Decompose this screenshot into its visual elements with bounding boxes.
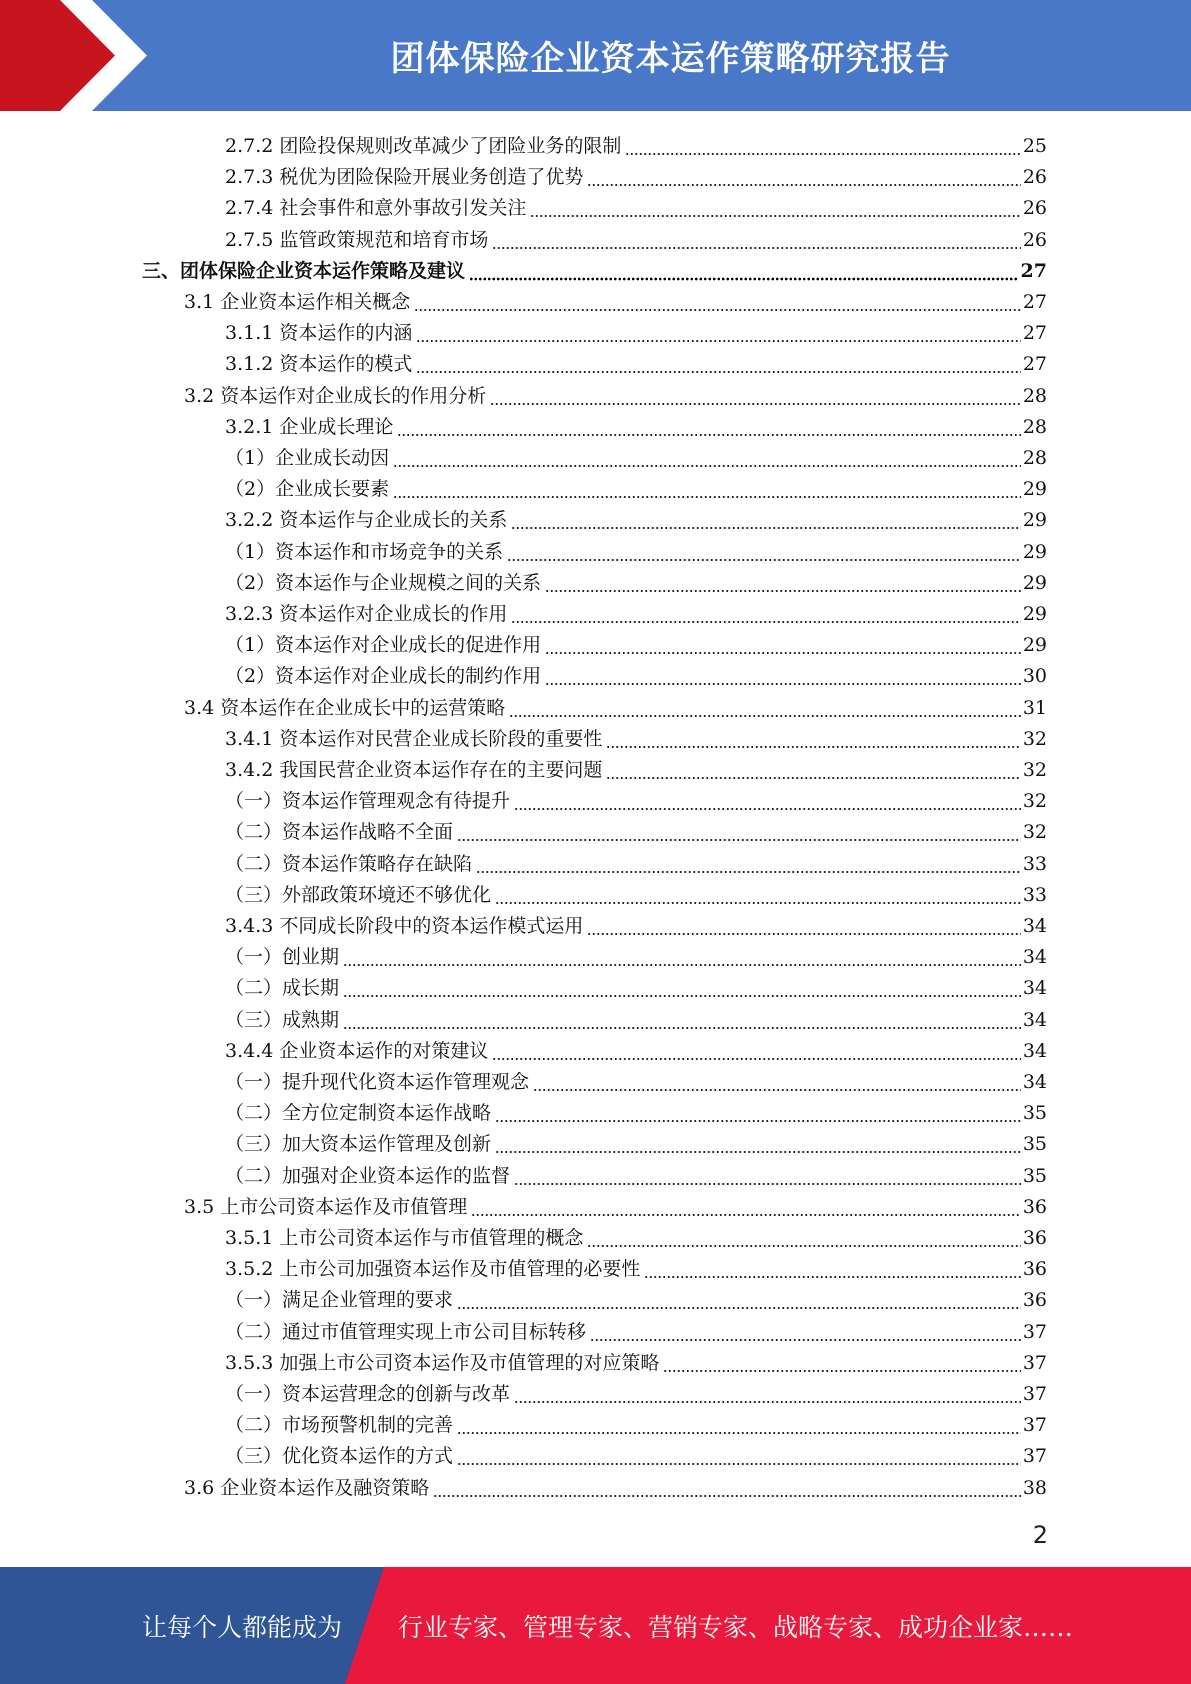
toc-entry-label: （二）通过市值管理实现上市公司目标转移 <box>225 1320 587 1343</box>
toc-leader-dots <box>495 1132 1021 1156</box>
toc-entry-label: （三）优化资本运作的方式 <box>225 1445 454 1468</box>
toc-entry-page: 34 <box>1022 946 1047 969</box>
toc-entry-label: （二）加强对企业资本运作的监督 <box>225 1164 511 1187</box>
toc-entry[interactable] <box>225 345 1047 376</box>
toc-entry[interactable] <box>225 720 1047 751</box>
toc-entry-page: 27 <box>1022 322 1047 345</box>
toc-leader-dots <box>469 259 1019 283</box>
toc-entry[interactable] <box>225 907 1047 938</box>
toc-leader-dots <box>343 976 1021 1000</box>
toc-entry[interactable] <box>142 252 1047 283</box>
toc-entry-label: （1）企业成长动因 <box>225 447 390 469</box>
toc-entry-page: 37 <box>1022 1383 1047 1405</box>
toc-entry-page: 35 <box>1022 1102 1047 1125</box>
toc-entry-label: （一）提升现代化资本运作管理观念 <box>225 1071 530 1093</box>
toc-entry-label: 3.1 企业资本运作相关概念 <box>184 291 411 313</box>
toc-entry[interactable] <box>225 1125 1047 1156</box>
toc-entry-label: 3.5.1 上市公司资本运作与市值管理的概念 <box>225 1227 584 1249</box>
toc-entry-label: （一）资本运营理念的创新与改革 <box>225 1383 511 1405</box>
toc-entry-page: 34 <box>1022 1071 1047 1093</box>
toc-leader-dots <box>495 883 1021 907</box>
toc-entry-page: 37 <box>1022 1414 1047 1437</box>
toc-entry-label: 3.4.1 资本运作对民营企业成长阶段的重要性 <box>225 727 603 750</box>
toc-entry[interactable] <box>225 408 1047 439</box>
toc-entry-label: 3.2 资本运作对企业成长的作用分析 <box>184 384 487 407</box>
chevron-arrow-icon <box>0 0 150 111</box>
toc-leader-dots <box>530 196 1020 220</box>
toc-entry-label: 2.7.4 社会事件和意外事故引发关注 <box>225 197 527 220</box>
toc-entry-label: （2）企业成长要素 <box>225 478 390 501</box>
toc-leader-dots <box>545 664 1021 688</box>
toc-leader-dots <box>507 540 1021 564</box>
toc-entry-label: 3.4 资本运作在企业成长中的运营策略 <box>184 696 506 719</box>
footer-slogan-left: 让每个人都能成为 <box>142 1612 343 1642</box>
toc-leader-dots <box>587 914 1020 938</box>
toc-entry-label: （1）资本运作对企业成长的促进作用 <box>225 634 542 657</box>
toc-entry[interactable] <box>225 533 1047 564</box>
toc-entry-label: 2.7.5 监管政策规范和培育市场 <box>225 228 489 251</box>
toc-leader-dots <box>533 1070 1021 1094</box>
toc-entry-page: 32 <box>1022 759 1047 781</box>
toc-entry-label: 3.5.3 加强上市公司资本运作及市值管理的对应策略 <box>225 1351 660 1374</box>
toc-entry-label: 3.1.2 资本运作的模式 <box>225 353 413 376</box>
toc-leader-dots <box>343 1008 1021 1032</box>
toc-leader-dots <box>545 571 1021 595</box>
toc-entry[interactable] <box>225 1313 1047 1344</box>
toc-entry-page: 29 <box>1022 509 1047 532</box>
toc-entry-page: 29 <box>1022 540 1047 563</box>
toc-entry-page: 36 <box>1022 1289 1047 1312</box>
toc-entry[interactable] <box>225 501 1047 532</box>
toc-entry-page: 28 <box>1022 447 1047 469</box>
toc-entry[interactable] <box>225 1250 1047 1281</box>
toc-entry-label: （1）资本运作和市场竞争的关系 <box>225 540 504 563</box>
toc-entry-page: 36 <box>1022 1258 1047 1281</box>
toc-entry-page: 27 <box>1022 291 1047 313</box>
toc-entry-label: 3.1.1 资本运作的内涵 <box>225 322 413 345</box>
toc-entry-label: 3.4.2 我国民营企业资本运作存在的主要问题 <box>225 759 603 781</box>
toc-entry-page: 34 <box>1022 915 1047 937</box>
toc-leader-dots <box>606 758 1020 782</box>
toc-entry-label: 2.7.2 团险投保规则改革减少了团险业务的限制 <box>225 135 622 157</box>
toc-entry-label: （二）资本运作战略不全面 <box>225 821 454 844</box>
toc-entry-page: 28 <box>1022 415 1047 438</box>
toc-leader-dots <box>509 696 1021 720</box>
toc-leader-dots <box>393 477 1021 501</box>
toc-entry-page: 32 <box>1022 790 1047 813</box>
toc-leader-dots <box>514 1164 1021 1188</box>
toc-entry[interactable] <box>225 813 1047 844</box>
toc-entry-page: 29 <box>1022 634 1047 657</box>
toc-entry[interactable] <box>225 1219 1047 1250</box>
toc-entry[interactable] <box>225 1032 1047 1063</box>
toc-leader-dots <box>495 1101 1021 1125</box>
toc-entry-page: 37 <box>1022 1351 1047 1374</box>
toc-entry[interactable] <box>225 845 1047 876</box>
toc-entry-label: （三）外部政策环境还不够优化 <box>225 883 492 906</box>
toc-entry-page: 29 <box>1022 478 1047 501</box>
toc-leader-dots <box>511 508 1020 532</box>
toc-entry-page: 35 <box>1022 1133 1047 1156</box>
toc-entry-label: （一）满足企业管理的要求 <box>225 1289 454 1312</box>
toc-entry-label: 3.2.1 企业成长理论 <box>225 415 394 438</box>
toc-entry-label: （2）资本运作与企业规模之间的关系 <box>225 571 542 594</box>
toc-entry-label: 3.2.3 资本运作对企业成长的作用 <box>225 603 508 625</box>
toc-entry[interactable] <box>225 938 1047 969</box>
toc-leader-dots <box>590 1320 1021 1344</box>
toc-entry[interactable] <box>225 876 1047 907</box>
toc-entry-page: 26 <box>1022 197 1047 220</box>
toc-entry[interactable] <box>225 1375 1047 1406</box>
toc-entry-page: 29 <box>1022 571 1047 594</box>
toc-entry[interactable] <box>225 1406 1047 1437</box>
toc-leader-dots <box>587 165 1020 189</box>
toc-entry-label: 3.6 企业资本运作及融资策略 <box>184 1476 430 1499</box>
toc-entry[interactable] <box>184 1469 1047 1500</box>
toc-entry[interactable] <box>225 127 1047 158</box>
toc-entry[interactable] <box>225 439 1047 470</box>
toc-entry[interactable] <box>225 1344 1047 1375</box>
toc-entry-page: 34 <box>1022 1008 1047 1031</box>
toc-entry[interactable] <box>225 1157 1047 1188</box>
toc-entry[interactable] <box>225 158 1047 189</box>
toc-leader-dots <box>545 633 1021 657</box>
toc-entry[interactable] <box>225 751 1047 782</box>
toc-entry-page: 34 <box>1022 977 1047 1000</box>
toc-entry-label: 3.2.2 资本运作与企业成长的关系 <box>225 509 508 532</box>
toc-entry[interactable] <box>225 470 1047 501</box>
toc-entry-page: 29 <box>1022 603 1047 625</box>
toc-entry[interactable] <box>225 1001 1047 1032</box>
toc-entry[interactable] <box>225 1094 1047 1125</box>
toc-leader-dots <box>393 446 1021 470</box>
toc-entry[interactable] <box>184 1188 1047 1219</box>
toc-leader-dots <box>492 228 1020 252</box>
toc-leader-dots <box>457 1413 1021 1437</box>
toc-entry-page: 36 <box>1022 1227 1047 1249</box>
page-number: 2 <box>1032 1521 1048 1549</box>
toc-entry[interactable] <box>225 189 1047 220</box>
page-header <box>0 0 1191 111</box>
toc-entry-label: （一）资本运作管理观念有待提升 <box>225 790 511 813</box>
toc-leader-dots <box>343 945 1021 969</box>
toc-entry-label: （一）创业期 <box>225 946 340 969</box>
toc-entry-page: 32 <box>1022 727 1047 750</box>
toc-entry-label: （三）成熟期 <box>225 1008 340 1031</box>
toc-leader-dots <box>457 1444 1021 1468</box>
toc-entry-page: 27 <box>1020 259 1047 282</box>
toc-entry-page: 25 <box>1022 135 1047 157</box>
toc-entry-label: （2）资本运作对企业成长的制约作用 <box>225 665 542 688</box>
toc-entry-page: 36 <box>1022 1195 1047 1218</box>
toc-entry[interactable] <box>225 626 1047 657</box>
toc-entry[interactable] <box>184 377 1047 408</box>
toc-leader-dots <box>457 1288 1021 1312</box>
toc-leader-dots <box>606 727 1020 751</box>
toc-entry-page: 31 <box>1022 696 1047 719</box>
toc-leader-dots <box>492 1039 1020 1063</box>
toc-leader-dots <box>663 1351 1020 1375</box>
toc-entry-label: （二）全方位定制资本运作战略 <box>225 1102 492 1125</box>
toc-entry-label: 三、团体保险企业资本运作策略及建议 <box>142 259 466 282</box>
toc-entry-label: 3.5 上市公司资本运作及市值管理 <box>184 1195 468 1218</box>
toc-entry-label: （二）市场预警机制的完善 <box>225 1414 454 1437</box>
toc-entry-page: 32 <box>1022 821 1047 844</box>
footer-slogan-right: 行业专家、管理专家、营销专家、战略专家、成功企业家…… <box>398 1612 1074 1642</box>
toc-entry-label: （二）成长期 <box>225 977 340 1000</box>
toc-leader-dots <box>397 415 1020 439</box>
toc-entry-label: （三）加大资本运作管理及创新 <box>225 1133 492 1156</box>
toc-leader-dots <box>625 134 1020 158</box>
toc-entry[interactable] <box>225 657 1047 688</box>
toc-entry-page: 26 <box>1022 166 1047 189</box>
toc-leader-dots <box>457 820 1021 844</box>
toc-entry[interactable] <box>184 283 1047 314</box>
toc-entry-label: 3.4.4 企业资本运作的对策建议 <box>225 1039 489 1062</box>
toc-leader-dots <box>433 1476 1021 1500</box>
toc-entry[interactable] <box>225 221 1047 252</box>
toc-entry[interactable] <box>225 314 1047 345</box>
toc-entry-page: 35 <box>1022 1164 1047 1187</box>
toc-leader-dots <box>514 1382 1021 1406</box>
toc-entry-page: 26 <box>1022 228 1047 251</box>
toc-leader-dots <box>490 384 1021 408</box>
toc-entry[interactable] <box>184 689 1047 720</box>
toc-entry-label: 2.7.3 税优为团险保险开展业务创造了优势 <box>225 166 584 189</box>
toc-entry-page: 27 <box>1022 353 1047 376</box>
toc-entry[interactable] <box>225 782 1047 813</box>
toc-leader-dots <box>416 352 1020 376</box>
page-footer <box>0 1567 1191 1684</box>
toc-leader-dots <box>476 852 1021 876</box>
toc-entry-page: 38 <box>1022 1476 1047 1499</box>
toc-entry[interactable] <box>225 595 1047 626</box>
toc-entry[interactable] <box>225 969 1047 1000</box>
toc-entry-page: 37 <box>1022 1445 1047 1468</box>
toc-leader-dots <box>471 1195 1021 1219</box>
toc-entry[interactable] <box>225 1281 1047 1312</box>
toc-entry-page: 28 <box>1022 384 1047 407</box>
toc-entry-label: 3.5.2 上市公司加强资本运作及市值管理的必要性 <box>225 1258 641 1281</box>
toc-entry[interactable] <box>225 1063 1047 1094</box>
report-title: 团体保险企业资本运作策略研究报告 <box>390 39 951 79</box>
toc-entry-page: 33 <box>1022 883 1047 906</box>
toc-entry-page: 37 <box>1022 1320 1047 1343</box>
toc-leader-dots <box>587 1226 1020 1250</box>
toc-entry[interactable] <box>225 564 1047 595</box>
toc-leader-dots <box>511 602 1020 626</box>
toc-entry[interactable] <box>225 1437 1047 1468</box>
toc-entry-page: 30 <box>1022 665 1047 688</box>
toc-leader-dots <box>416 321 1020 345</box>
toc-leader-dots <box>514 789 1021 813</box>
toc-entry-label: 3.4.3 不同成长阶段中的资本运作模式运用 <box>225 915 584 937</box>
toc-entry-page: 34 <box>1022 1039 1047 1062</box>
toc-leader-dots <box>414 290 1021 314</box>
toc-entry-label: （二）资本运作策略存在缺陷 <box>225 852 473 875</box>
toc-entry-page: 33 <box>1022 852 1047 875</box>
toc-leader-dots <box>644 1257 1020 1281</box>
